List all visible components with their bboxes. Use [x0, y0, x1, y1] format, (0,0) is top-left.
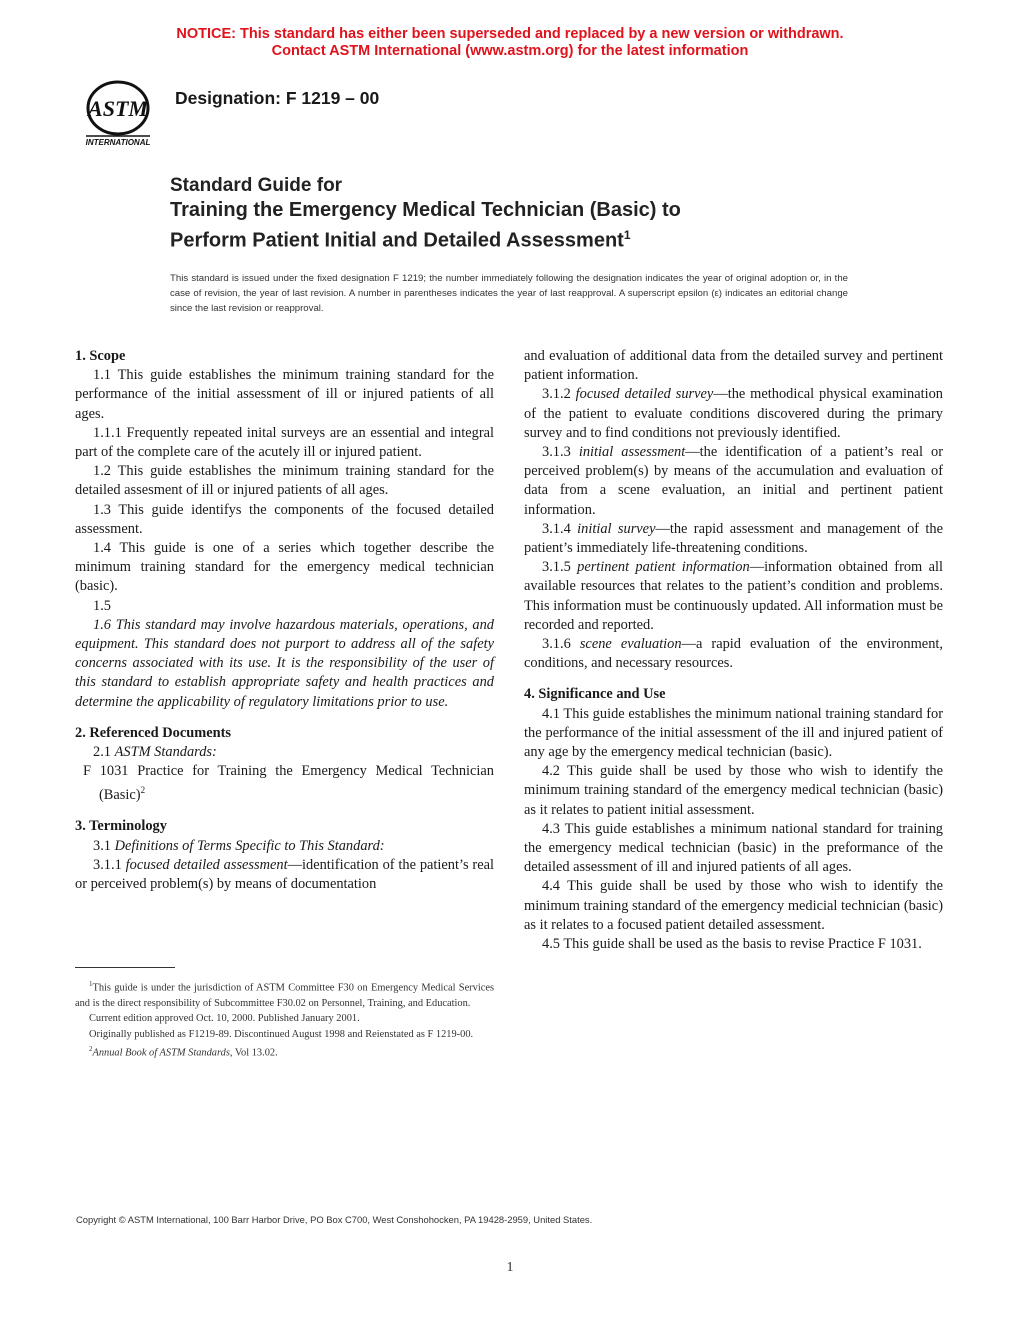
- para-3-1-2-term: focused detailed survey: [575, 386, 714, 403]
- title-line-2: Training the Emergency Medical Technician (Basic) to: [170, 199, 681, 221]
- footnote-2-vol: , Vol 13.02.: [229, 1047, 278, 1059]
- para-2-1-num: 2.1: [93, 744, 111, 761]
- para-3-1-1: [75, 856, 494, 894]
- footnote-2: [75, 1042, 494, 1061]
- notice-line-2: Contact ASTM International (www.astm.org) for the latest information: [271, 43, 749, 59]
- logo-sub: INTERNATIONAL: [85, 138, 151, 147]
- para-4-1: 4.1 This guide establishes the minimum national training standard for the performance of the initial assessment of the ill and injured patient of any age by the emergency medical technician (basic).: [524, 705, 943, 761]
- para-3-1-1-term: focused detailed assessment: [125, 856, 288, 873]
- para-3-1-3-def: —the identification of a patient’s real or perceived problem(s) by means of the accumulation and evaluation of data from a scene evaluation, an initial and pertinent patient information.: [524, 444, 943, 518]
- footnotes: [75, 977, 494, 1061]
- footnote-1-mark: 1: [89, 980, 93, 988]
- left-column: [75, 347, 494, 894]
- para-1-4: 1.4 This guide is one of a series which together describe the minimum training standard for the emergency medical technician (basic).: [75, 540, 494, 595]
- section-4-heading: 4. Significance and Use: [524, 686, 666, 703]
- footnote-2-book: Annual Book of ASTM Standards: [92, 1047, 230, 1059]
- para-3-1-2-num: 3.1.2: [542, 386, 571, 403]
- para-3-1-4-num: 3.1.4: [542, 520, 571, 537]
- para-3-1-1-num: 3.1.1: [93, 856, 122, 873]
- para-3-1-num: 3.1: [93, 837, 111, 854]
- issued-statement: This standard is issued under the fixed designation F 1219; the number immediately following the designation indicates the year of original adoption or, in the case of revision, the year of last revision. A number in parentheses indicates the year of last reapproval. A superscript epsilon (ε) indicates an editorial change since the last revision or reapproval.: [170, 273, 848, 315]
- footnote-1: [75, 977, 494, 1011]
- para-4-3: 4.3 This guide establishes a minimum national standard for training the emergency medical technician (basic) in the preformance of the detailed assessment of ill and injured patients of all ages.: [524, 820, 943, 876]
- para-2-1-text: ASTM Standards:: [114, 744, 217, 761]
- para-1-2: 1.2 This guide establishes the minimum training standard for the detailed assesment of ill or injured patients of all ages.: [75, 463, 494, 499]
- copyright: Copyright © ASTM International, 100 Barr Harbor Drive, PO Box C700, West Conshohocken, PA 19428-2959, United States.: [76, 1214, 593, 1225]
- para-3-1-6: [524, 635, 943, 673]
- para-3-1-4-def: —the rapid assessment and management of the patient’s immediately life-threatening conditions.: [524, 520, 943, 557]
- footnote-1-current: Current edition approved Oct. 10, 2000. Published January 2001.: [89, 1013, 360, 1025]
- footnote-1-text: This guide is under the jurisdiction of ASTM Committee F30 on Emergency Medical Services and is the direct responsibility of Subcommittee F30.02 on Personnel, Training, and Education.: [75, 982, 494, 1009]
- ref-f1031-text: F 1031 Practice for Training the Emergency Medical Technician (Basic): [83, 763, 494, 804]
- withdrawal-notice: [0, 26, 1020, 60]
- para-3-1: [75, 837, 494, 856]
- para-3-1-3-num: 3.1.3: [542, 444, 571, 461]
- astm-logo: [76, 78, 160, 148]
- para-3-1-6-num: 3.1.6: [542, 636, 571, 653]
- page-number: 1: [506, 1260, 514, 1275]
- para-1-6: [75, 616, 494, 712]
- footnote-rule: [75, 967, 175, 968]
- para-3-1-3: [524, 443, 943, 520]
- ref-f1031: [75, 762, 494, 805]
- para-1-5: 1.5: [93, 597, 111, 614]
- para-3-1-5-num: 3.1.5: [542, 559, 571, 576]
- footnote-1-original: Originally published as F1219-89. Discontinued August 1998 and Reienstated as F 1219-00.: [89, 1028, 474, 1040]
- para-3-1-6-def: —a rapid evaluation of the environment, conditions, and necessary resources.: [524, 636, 943, 672]
- section-2-heading: 2. Referenced Documents: [75, 724, 231, 741]
- title-footnote-mark: 1: [623, 228, 631, 242]
- para-1-3: 1.3 This guide identifys the components of the focused detailed assessment.: [75, 501, 494, 537]
- para-3-1-5-term: pertinent patient information: [577, 559, 750, 576]
- para-3-1-5: [524, 558, 943, 635]
- designation: Designation: F 1219 – 00: [175, 88, 380, 108]
- para-4-5: 4.5 This guide shall be used as the basis to revise Practice F 1031.: [542, 936, 922, 953]
- para-3-1-2: [524, 385, 943, 443]
- right-column: [524, 347, 943, 954]
- para-1-6-text: 1.6 This standard may involve hazardous materials, operations, and equipment. This standard does not purport to address all of the safety concerns associated with its use. It is the responsibility of the user of this standard to establish appropriate safety and health practices and determine the applicability of regulatory limitations prior to use.: [75, 616, 494, 710]
- para-4-4: 4.4 This guide shall be used by those who wish to identify the minimum training standard of the emergency medicial technician (basic) as it relates to a focused patient detailed assessment.: [524, 878, 943, 933]
- document-title: [170, 174, 681, 254]
- title-line-3-text: Perform Patient Initial and Detailed Assessment: [170, 229, 624, 252]
- para-3-1-text: Definitions of Terms Specific to This Standard:: [114, 837, 385, 854]
- para-3-1-2-def: —the methodical physical examination of the patient to evaluate conditions discovered during the primary survey and to find conditions not previously identified.: [524, 386, 943, 441]
- para-1-1-1: 1.1.1 Frequently repeated inital surveys are an essential and integral part of the complete care of the acutely ill or injured patient.: [75, 424, 494, 461]
- para-3-1-4: [524, 520, 943, 558]
- para-4-2: 4.2 This guide shall be used by those who wish to identify the minimum training standard of the emergency medical technician (basic) as it relates to patient initial assessment.: [524, 763, 943, 818]
- title-line-3: [170, 223, 681, 254]
- para-3-1-1-def: —identification of the patient’s real or perceived problem(s) by means of documentation: [75, 856, 494, 893]
- ref-f1031-mark: 2: [140, 785, 146, 796]
- para-2-1: [75, 743, 494, 762]
- para-3-1-6-term: scene evaluation: [579, 636, 682, 653]
- para-3-1-4-term: initial survey: [577, 520, 656, 537]
- footnote-2-mark: 2: [89, 1045, 93, 1054]
- section-1-heading: 1. Scope: [75, 348, 126, 364]
- para-1-1: 1.1 This guide establishes the minimum training standard for the performance of the initial assessment of ill or injured patients of all ages.: [75, 367, 494, 422]
- para-3-1-3-term: initial assessment: [578, 444, 686, 461]
- section-3-heading: 3. Terminology: [75, 818, 167, 835]
- para-3-1-1-continued: and evaluation of additional data from the detailed survey and pertinent patient information.: [524, 348, 943, 384]
- notice-line-1: NOTICE: This standard has either been superseded and replaced by a new version or withdrawn.: [176, 26, 844, 42]
- para-3-1-5-def: —information obtained from all available resources that relates to the patient’s condition and problems. This information must be continuously updated. All information must be recorded and reported.: [524, 559, 943, 633]
- logo-letters: ASTM: [88, 96, 148, 121]
- title-line-1: Standard Guide for: [170, 175, 343, 196]
